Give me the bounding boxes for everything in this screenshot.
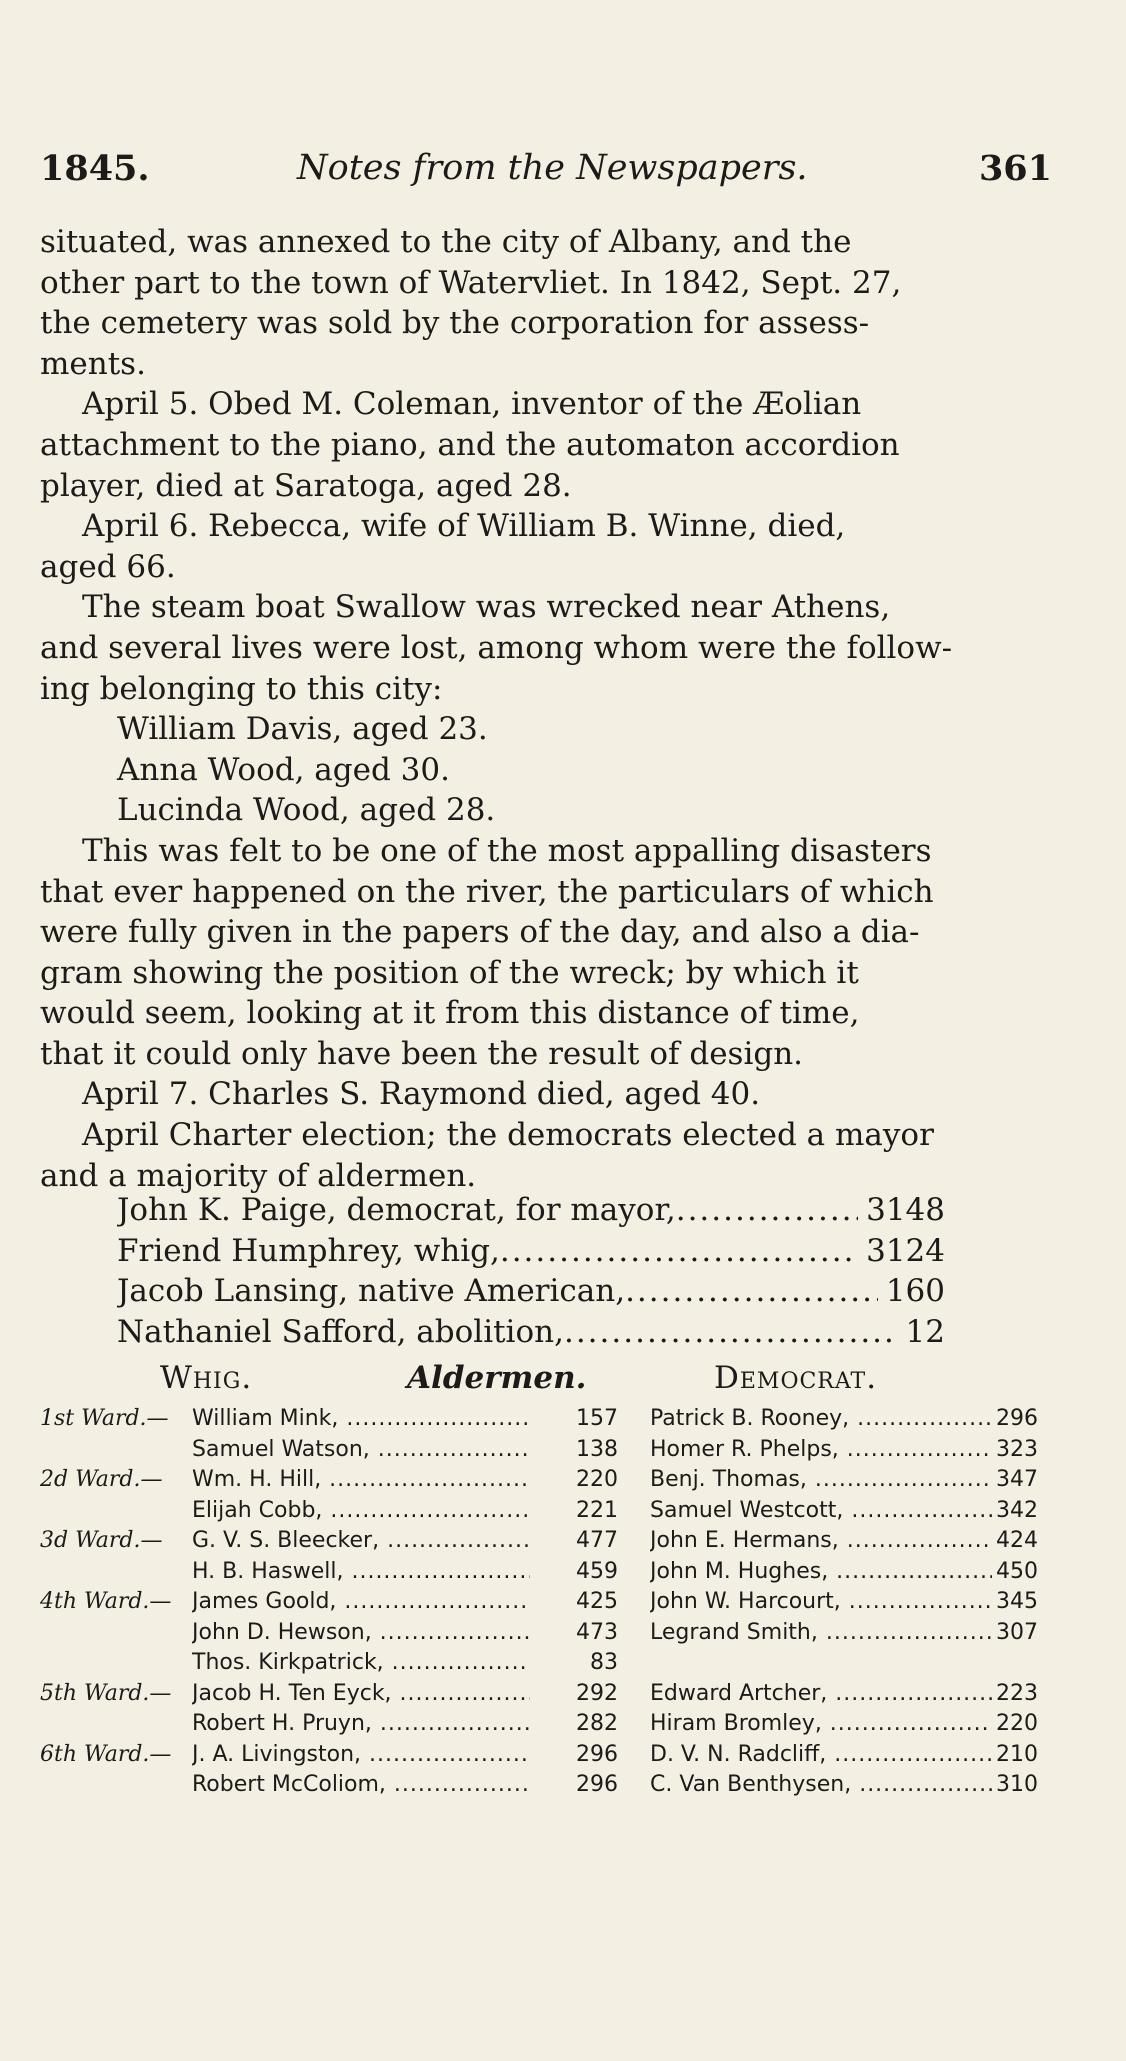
text-line: situated, was annexed to the city of Albany, and the (40, 224, 852, 260)
dot-leader (564, 1312, 898, 1353)
header-year: 1845. (40, 148, 150, 189)
aldermen-table (40, 1404, 1040, 1801)
democrat-candidate: Edward Artcher, ..... (650, 1679, 992, 1710)
democrat-candidate: Hiram Bromley, ..... (650, 1709, 992, 1740)
text-line: and several lives were lost, among whom were the follow- (40, 629, 953, 666)
mayor-vote-list (117, 1190, 945, 1353)
aldermen-row (40, 1618, 1040, 1649)
aldermen-row (40, 1679, 1040, 1710)
whig-votes: 425 (576, 1589, 618, 1614)
running-header (40, 148, 1052, 198)
whig-candidate: G. V. S. Bleecker, ..... (192, 1526, 530, 1557)
whig-candidate: Robert McColiom, ..... (192, 1770, 530, 1801)
candidate-name: John K. Paige, democrat, for mayor, (117, 1192, 676, 1228)
whig-votes: 296 (576, 1741, 618, 1767)
aldermen-row (40, 1465, 1040, 1496)
ward-label: 3d Ward.— (40, 1528, 163, 1553)
text-line: and a majority of aldermen. (40, 1157, 477, 1194)
whig-votes: 157 (576, 1406, 618, 1431)
democrat-column-label: Democrat. (714, 1360, 878, 1396)
aldermen-row (40, 1496, 1040, 1527)
whig-candidate: H. B. Haswell, ..... (192, 1557, 530, 1588)
aldermen-row (40, 1740, 1040, 1771)
democrat-votes: 345 (996, 1589, 1038, 1614)
whig-candidate: William Mink, ..... (192, 1404, 530, 1435)
whig-votes: 83 (590, 1650, 618, 1675)
democrat-candidate: Benj. Thomas, ..... (650, 1465, 992, 1496)
vote-count: 3124 (866, 1232, 945, 1269)
ward-label: 1st Ward.— (40, 1406, 169, 1431)
text-line: April 6. Rebecca, wife of William B. Winne, died, (82, 508, 846, 545)
text-line: attachment to the piano, and the automaton accordion (40, 426, 900, 463)
democrat-candidate: John W. Harcourt, ..... (650, 1587, 992, 1618)
dot-leader (676, 1190, 858, 1231)
democrat-votes: 450 (996, 1558, 1038, 1584)
aldermen-row (40, 1404, 1040, 1435)
aldermen-row (40, 1587, 1040, 1618)
democrat-votes: 307 (996, 1619, 1038, 1645)
text-line: William Davis, aged 23. (117, 711, 488, 748)
text-line: Anna Wood, aged 30. (117, 751, 450, 788)
aldermen-title: Aldermen. (407, 1360, 587, 1396)
text-line: ing belonging to this city: (40, 670, 443, 707)
whig-candidate: J. A. Livingston, ..... (192, 1740, 530, 1771)
text-line: that it could only have been the result of design. (40, 1035, 804, 1072)
ward-label: 2d Ward.— (40, 1467, 163, 1492)
democrat-candidate: Homer R. Phelps, ..... (650, 1435, 992, 1466)
candidate-name: Friend Humphrey, whig, (117, 1232, 500, 1269)
whig-votes: 138 (576, 1436, 618, 1462)
democrat-candidate: Samuel Westcott, ..... (650, 1496, 992, 1527)
whig-candidate: John D. Hewson, ..... (192, 1618, 530, 1649)
text-line: would seem, looking at it from this distance of time, (40, 995, 860, 1032)
text-line: This was felt to be one of the most appalling disasters (82, 832, 932, 869)
democrat-candidate: Patrick B. Rooney, ..... (650, 1404, 992, 1435)
aldermen-row (40, 1526, 1040, 1557)
aldermen-row (40, 1648, 1040, 1679)
democrat-candidate: D. V. N. Radcliff, ..... (650, 1740, 992, 1771)
democrat-votes: 342 (996, 1497, 1038, 1523)
text-line: April Charter election; the democrats elected a mayor (82, 1117, 934, 1154)
whig-candidate: Wm. H. Hill, ..... (192, 1465, 530, 1496)
democrat-votes: 310 (996, 1772, 1038, 1797)
democrat-candidate: John E. Hermans, ..... (650, 1526, 992, 1557)
whig-votes: 220 (576, 1467, 618, 1492)
vote-count: 160 (885, 1273, 945, 1310)
whig-candidate: Jacob H. Ten Eyck, ..... (192, 1679, 530, 1710)
text-line: player, died at Saratoga, aged 28. (40, 467, 572, 504)
vote-count: 12 (905, 1314, 945, 1351)
democrat-candidate: John M. Hughes, ..... (650, 1557, 992, 1588)
candidate-name: Nathaniel Safford, abolition, (117, 1314, 564, 1351)
democrat-votes: 220 (996, 1711, 1038, 1736)
democrat-votes: 223 (996, 1680, 1038, 1706)
candidate-name: Jacob Lansing, native American, (117, 1273, 626, 1310)
aldermen-row (40, 1435, 1040, 1466)
vote-count: 3148 (866, 1192, 945, 1228)
body-text (40, 222, 1040, 1196)
mayor-vote-row (117, 1271, 945, 1312)
whig-votes: 459 (576, 1558, 618, 1584)
democrat-votes: 296 (996, 1406, 1038, 1431)
mayor-vote-row (117, 1312, 945, 1353)
text-line: gram showing the position of the wreck; by which it (40, 954, 859, 991)
aldermen-row (40, 1557, 1040, 1588)
text-line: the cemetery was sold by the corporation for assess- (40, 305, 870, 342)
whig-candidate: Thos. Kirkpatrick, ..... (192, 1648, 530, 1679)
page-number: 361 (978, 148, 1052, 189)
text-line: aged 66. (40, 548, 176, 585)
whig-candidate: Robert H. Pruyn, ..... (192, 1709, 530, 1740)
mayor-vote-row (117, 1190, 945, 1231)
dot-leader (500, 1231, 858, 1272)
whig-votes: 221 (576, 1497, 618, 1523)
header-title: Notes from the Newspapers. (297, 148, 808, 188)
dot-leader (625, 1271, 878, 1312)
aldermen-heading (160, 1360, 960, 1404)
whig-votes: 473 (576, 1619, 618, 1645)
democrat-votes: 210 (996, 1741, 1038, 1767)
ward-label: 6th Ward.— (40, 1741, 172, 1767)
text-line: that ever happened on the river, the particulars of which (40, 873, 934, 910)
democrat-candidate: Legrand Smith, ..... (650, 1618, 992, 1649)
whig-votes: 296 (576, 1772, 618, 1797)
text-line: other part to the town of Watervliet. In 1842, Sept. 27, (40, 264, 902, 301)
democrat-votes: 424 (996, 1528, 1038, 1553)
ward-label: 4th Ward.— (40, 1589, 172, 1614)
democrat-votes: 323 (996, 1436, 1038, 1462)
whig-candidate: Elijah Cobb, ..... (192, 1496, 530, 1527)
aldermen-row (40, 1709, 1040, 1740)
democrat-candidate: C. Van Benthysen, ..... (650, 1770, 992, 1801)
whig-candidate: Samuel Watson, ..... (192, 1435, 530, 1466)
democrat-votes: 347 (996, 1467, 1038, 1492)
text-line: were fully given in the papers of the day, and also a dia- (40, 914, 920, 951)
whig-column-label: Whig. (160, 1360, 253, 1396)
text-line: April 5. Obed M. Coleman, inventor of the Æolian (82, 386, 862, 423)
text-line: The steam boat Swallow was wrecked near Athens, (82, 589, 891, 626)
whig-votes: 282 (576, 1711, 618, 1736)
whig-votes: 292 (576, 1680, 618, 1706)
ward-label: 5th Ward.— (40, 1680, 172, 1706)
whig-candidate: James Goold, ..... (192, 1587, 530, 1618)
aldermen-row (40, 1770, 1040, 1801)
whig-votes: 477 (576, 1528, 618, 1553)
text-line: ments. (40, 345, 146, 382)
text-line: April 7. Charles S. Raymond died, aged 40. (82, 1076, 761, 1113)
mayor-vote-row (117, 1231, 945, 1272)
text-line: Lucinda Wood, aged 28. (117, 792, 496, 829)
